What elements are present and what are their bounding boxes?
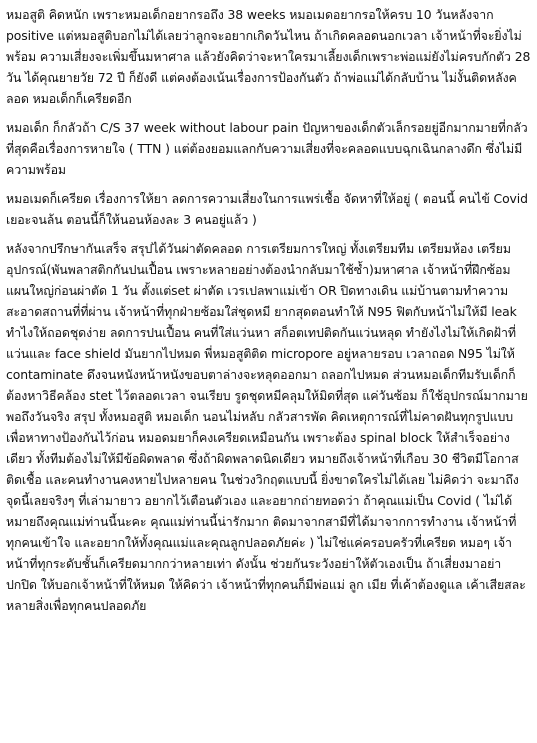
- paragraph-internist: หมอเมดก็เครียด เรื่องการให้ยา ลดการความเสี่ยงในการแพร่เชื้อ จัดหาที่ให้อยู่ ( ตอนนี้ คนไข้ Covid เยอะจนล้น ตอนนี้ก็ให้นอนห้องละ 3 คนอยู่แล้ว ): [6, 191, 528, 227]
- paragraph-preparation: หลังจากปรึกษากันเสร็จ สรุปได้วันผ่าตัดคลอด การเตรียมการใหญ่ ทั้งเตรียมทีม เตรียมห้อง เตรียมอุปกรณ์(พันพลาสติกกันปนเปื้อน เพราะหลายอย่างต้องนำกลับมาใช้ซ้ำ)มหาศาล เจ้าหน้าที่ฝึกซ้อมแผนใหญ่ก่อนผ่าตัด 1 วัน ตั้งแต่set ผ่าตัด เวรเปลพาแม่เข้า OR ปิดทางเดิน แม่บ้านตามทำความสะอาดสถานที่ที่ผ่าน เจ้าหน้าที่ทุกฝ่ายซ้อมใส่ชุดหมี ยากสุดตอนทำให้ N95 ฟิตกับหน้าไม่ให้มี leak ทำไงให้ถอดชุดง่าย ลดการปนเปื้อน คนที่ใส่แว่นหา สก็อตเทปติดกันแว่นหลุด ทำยังไงไม่ให้เกิดฝ้าที่แว่นและ face shield มันยากไปหมด พี่หมอสูติติด micropore อยู่หลายรอบ เวลาถอด N95 ไม่ให้ contaminate ดึงจนหนังหน้าหนังขอบตาล่างจะหลุดออกมา ถลอกไปหมด ส่วนหมอเด็กทีมรับเด็กก็ต้องหาวิธีคล้อง stet ไว้ตลอดเวลา จนเรียบ รูดชุดหมีคลุมให้มิดที่สุด แค่วันซ้อม ก็ใช้อุปกรณ์มากมาย พอถึงวันจริง สรุป ทั้งหมอสูติ หมอเด็ก นอนไม่หลับ กลัวสารพัด คิดเหตุการณ์ที่ไม่คาดฝันทุกรูปแบบเพื่อหาทางป้องกันไว้ก่อน หมอดมยาก็คงเครียดเหมือนกัน เพราะต้อง spinal block ให้สำเร็จอย่างเดียว ทั้งทีมต้องไม่ให้มีข้อผิดพลาด ซึ่งถ้าผิดพลาดนิดเดียว หมายถึงเจ้าหน้าที่เกือบ 30 ชีวิตมีโอกาสติดเชื้อ และคนทำงานคงหายไปหลายคน ในช่วงวิกฤตแบบนี้ ยิ่งขาดใครไม่ได้เลย ไม่คิดว่า จะมาถึงจุดนี้เลยจริงๆ ที่เล่ามายาว อยากไว้เตือนตัวเอง และอยากถ่ายทอดว่า ถ้าคุณแม่เป็น Covid ( ไม่ได้หมายถึงคุณแม่ท่านนี้นะคะ คุณแม่ท่านนี้น่ารักมาก ติดมาจากสามีที่ได้มาจากการทำงาน เจ้าหน้าที่ทุกคนเข้าใจ และอยากให้ทั้งคุณแม่และคุณลูกปลอดภัยค่ะ ) ไม่ใช่แค่ครอบครัวที่เครียด หมอๆ เจ้าหน้าที่ทุกระดับชั้นก็เครียดมากกว่าหลายเท่า ดังนั้น ช่วยกันระวังอย่าให้ตัวเองเป็น ถ้าเสี่ยงมาอย่าปกปิด ให้บอกเจ้าหน้าที่ให้หมด ให้คิดว่า เจ้าหน้าที่ทุกคนก็มีพ่อแม่ ลูก เมีย ที่เค้าต้องดูแล เค้าเสียสละหลายสิ่งเพื่อทุกคนปลอดภัย: [6, 241, 528, 613]
- paragraph-pediatrician: หมอเด็ก ก็กลัวถ้า C/S 37 week without labour pain ปัญหาของเด็กตัวเล็กรอยยู่อีกมากมายที่กลัวที่สุดคือเรื่องการหายใจ ( TTN ) แต่ต้องยอมแลกกับความเสี่ยงที่จะคลอดแบบฉุกเฉินกลางดึก ซึ่งไม่มีความพร้อม: [6, 120, 528, 177]
- paragraph-obstetrician: หมอสูติ คิดหนัก เพราะหมอเด็กอยากรอถึง 38 weeks หมอเมดอยากรอให้ครบ 10 วันหลังจาก positive แต่หมอสูติบอกไม่ได้เลยว่าลูกจะอยากเกิดวันไหน ถ้าเกิดคลอดนอกเวลา เจ้าหน้าที่จะยิ่งไม่พร้อม ความเสี่ยงจะเพิ่มขึ้นมหาศาล แล้วยังคิดว่าจะหาใครมาเลี้ยงเด็กเพราะพ่อแม่ยังไม่ครบกักตัว 28 วัน ได้คุณยายวัย 72 ปี ก็ยังดี แต่คงต้องเน้นเรื่องการป้องกันตัว ถ้าพ่อแม่ได้กลับบ้าน ไม่งั้นติดหลังคลอด หมอเด็กก็เครียดอีก: [6, 7, 531, 106]
